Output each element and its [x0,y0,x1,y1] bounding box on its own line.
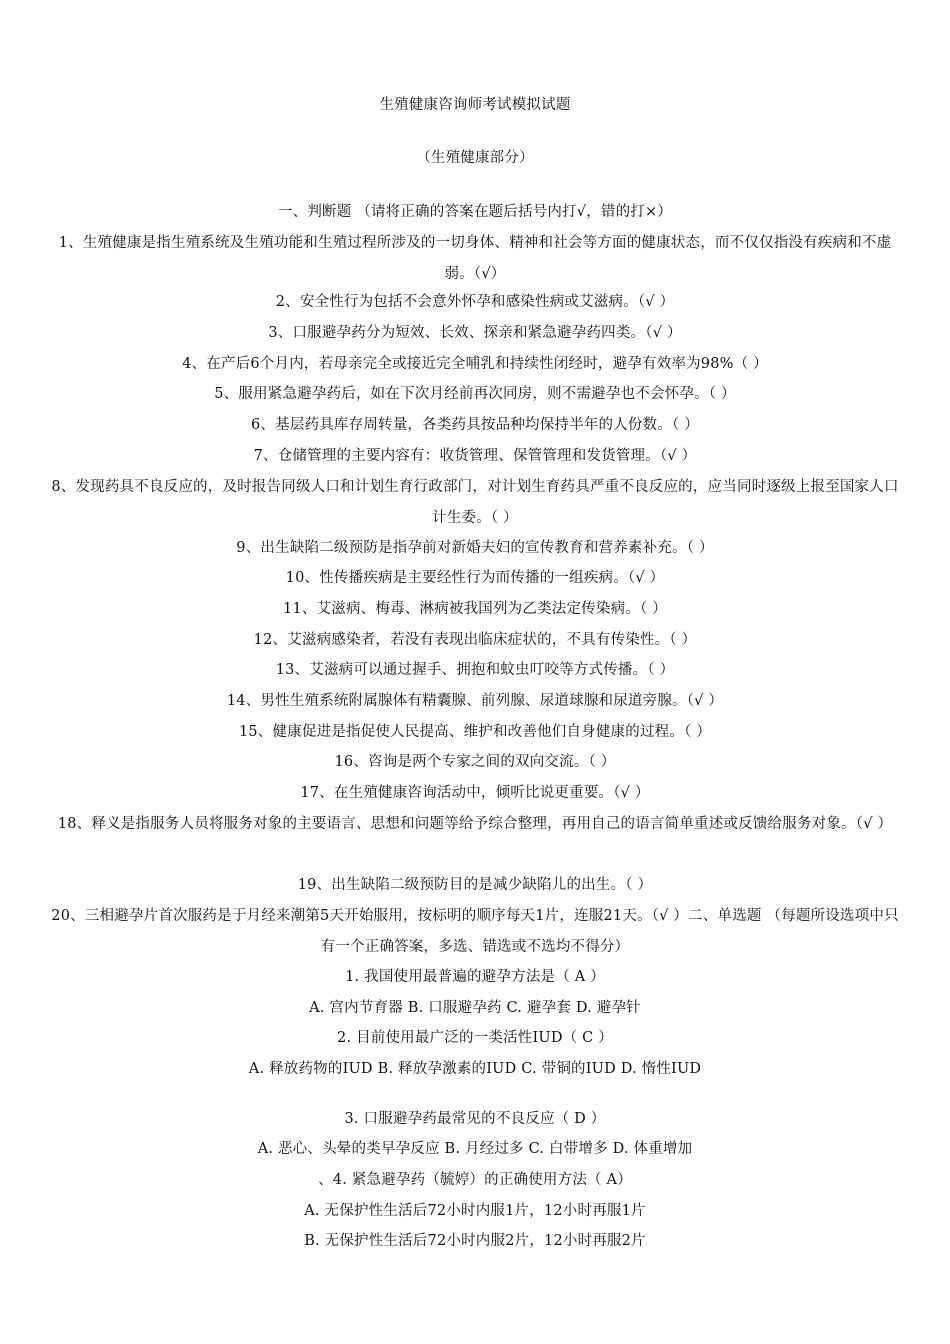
judgment-item: 7、仓储管理的主要内容有：收货管理、保管管理和发货管理。（√ ） [253,448,697,464]
judgment-item: 1、生殖健康是指生殖系统及生殖功能和生殖过程所涉及的一切身体、精神和社会等方面的健康状态，而不仅仅指没有疾病和不虚弱。（√） [58,235,892,282]
judgment-item: 3、口服避孕药分为短效、长效、探亲和紧急避孕药四类。（√ ） [268,325,682,341]
judgment-item: 19、出生缺陷二级预防目的是减少缺陷儿的出生。（ ） [297,877,653,893]
judgment-item: 16、咨询是两个专家之间的双向交流。（ ） [334,754,616,770]
choice-question: 1. 我国使用最普遍的避孕方法是（ A ） [345,969,605,985]
judgment-item: 2、安全性行为包括不会意外怀孕和感染性病或艾滋病。（√ ） [275,294,675,310]
choice-options: A. 宫内节育器 B. 口服避孕药 C. 避孕套 D. 避孕针 [309,1000,641,1016]
judgment-item: 17、在生殖健康咨询活动中，倾听比说更重要。（√ ） [300,785,650,801]
judgment-item: 15、健康促进是指促使人民提高、维护和改善他们自身健康的过程。（ ） [238,724,712,740]
document-subtitle: （生殖健康部分） [416,150,534,166]
judgment-item: 4、在产后6个月内，若母亲完全或接近完全哺乳和持续性闭经时，避孕有效率为98%（ ） [182,356,768,372]
choice-question: 3. 口服避孕药最常见的不良反应（ D ） [344,1111,606,1127]
document-title: 生殖健康咨询师考试模拟试题 [379,97,571,113]
choice-question: 、4. 紧急避孕药（毓婷）的正确使用方法（ A） [318,1172,632,1188]
judgment-item: 10、性传播疾病是主要经性行为而传播的一组疾病。（√ ） [285,570,665,586]
judgment-item: 20、三相避孕片首次服药是于月经来潮第5天开始服用，按标明的顺序每天1片，连服21天。（√ ）二、单选题 （每题所设选项中只有一个正确答案，多选、错选或不选均不得分） [51,908,899,955]
judgment-item: 11、艾滋病、梅毒、淋病被我国列为乙类法定传染病。（ ） [283,601,667,617]
judgment-item: 18、释义是指服务人员将服务对象的主要语言、思想和问题等给予综合整理，再用自己的语言简单重述或反馈给服务对象。（√ ） [57,816,893,832]
judgment-item: 14、男性生殖系统附属腺体有精囊腺、前列腺、尿道球腺和尿道旁腺。（√ ） [226,693,724,709]
judgment-item: 9、出生缺陷二级预防是指孕前对新婚夫妇的宣传教育和营养素补充。（ ） [236,540,714,556]
judgment-item: 12、艾滋病感染者，若没有表现出临床症状的，不具有传染性。（ ） [253,632,697,648]
section-header-judgment: 一、判断题 （请将正确的答案在题后括号内打√，错的打×） [277,204,673,220]
choice-options: A. 释放药物的IUD B. 释放孕激素的IUD C. 带铜的IUD D. 惰性IUD [248,1061,702,1077]
judgment-item: 8、发现药具不良反应的，及时报告同级人口和计划生育行政部门，对计划生育药具严重不良反应的，应当同时逐级上报至国家人口计生委。（ ） [51,479,899,526]
choice-question: 2. 目前使用最广泛的一类活性IUD（ C ） [337,1030,613,1046]
choice-option: B. 无保护性生活后72小时内服2片，12小时再服2片 [304,1233,646,1249]
judgment-item: 6、基层药具库存周转量，各类药具按品种均保持半年的人份数。（ ） [251,417,699,433]
judgment-item: 5、服用紧急避孕药后，如在下次月经前再次同房，则不需避孕也不会怀孕。（ ） [214,386,736,402]
choice-option: A. 无保护性生活后72小时内服1片，12小时再服1片 [304,1203,646,1219]
choice-options: A. 恶心、头晕的类早孕反应 B. 月经过多 C. 白带增多 D. 体重增加 [257,1141,693,1157]
judgment-item: 13、艾滋病可以通过握手、拥抱和蚊虫叮咬等方式传播。（ ） [275,662,675,678]
